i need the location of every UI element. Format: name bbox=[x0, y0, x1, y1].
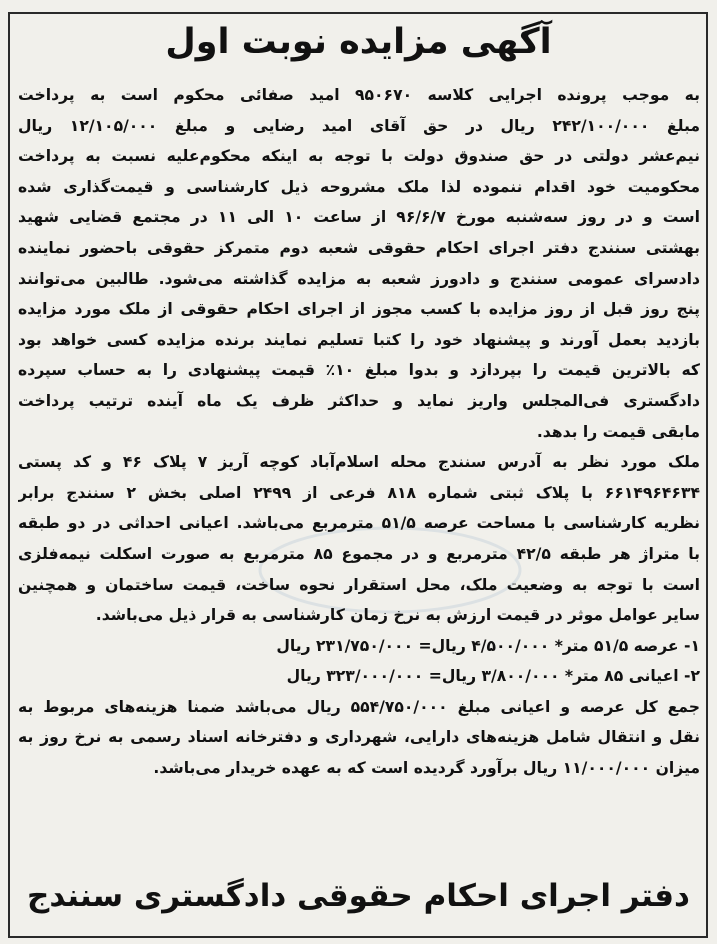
body-line: است با توجه به وضعیت ملک، محل استقرار نحوه ساخت، قیمت ساختمان و همچنین bbox=[18, 575, 700, 594]
notice-title: آگهی مزایده نوبت اول bbox=[165, 22, 552, 62]
body-line: نظریه کارشناسی با مساحت عرصه ۵۱/۵ مترمربع می‌باشد. اعیانی احداثی در دو طبقه bbox=[18, 514, 700, 533]
body-line: دادسرای عمومی سنندج و دادورز شعبه به مزایده گذاشته می‌شود. طالبین می‌توانند bbox=[18, 269, 700, 288]
body-line: سایر عوامل موثر در قیمت ارزش به نرخ زمان کارشناسی به قرار ذیل می‌باشد. bbox=[95, 606, 700, 625]
body-line: مبلغ ۲۴۲/۱۰۰/۰۰۰ ریال در حق آقای امید رضایی و مبلغ ۱۲/۱۰۵/۰۰۰ ریال bbox=[18, 116, 700, 135]
body-line: نیم‌عشر دولتی در حق صندوق دولت با توجه به اینکه محکوم‌علیه نسبت به پرداخت bbox=[18, 147, 700, 166]
notice-body bbox=[18, 80, 700, 784]
body-line: میزان ۱۱/۰۰۰/۰۰۰ ریال برآورد گردیده است که به عهده خریدار می‌باشد. bbox=[153, 759, 700, 778]
body-line: بازدید بعمل آورند و پیشنهاد خود را کتبا تسلیم نمایند برنده مزایده کسی خواهد بود bbox=[18, 330, 700, 349]
body-line: به موجب پرونده اجرایی کلاسه ۹۵۰۶۷۰ امید صفائی محکوم است به پرداخت bbox=[18, 86, 700, 104]
valuation-line-land: ۱- عرصه ۵۱/۵ متر* ۴/۵۰۰/۰۰۰ ریال= ۲۳۱/۷۵۰/۰۰۰ ریال bbox=[276, 636, 700, 655]
body-line: نقل و انتقال شامل هزینه‌های دارایی، شهرداری و دفترخانه اسناد رسمی به نرخ روز به bbox=[18, 728, 700, 747]
body-line: با متراژ هر طبقه ۴۲/۵ مترمربع و در مجموع ۸۵ مترمربع به صورت اسکلت نیمه‌فلزی bbox=[18, 544, 700, 563]
body-line: ملک مورد نظر به آدرس سنندج محله اسلام‌آباد کوچه آریز ۷ پلاک ۴۶ و کد پستی bbox=[18, 453, 700, 472]
body-line: بهشتی سنندج دفتر اجرای احکام حقوقی شعبه دوم متمرکز حقوقی باحضور نماینده bbox=[18, 238, 700, 257]
body-line: که بالاترین قیمت را بپردازد و بدوا مبلغ ۱۰٪ قیمت پیشنهادی را به حساب سپرده bbox=[18, 361, 700, 380]
body-line: محکومیت خود اقدام ننموده لذا ملک مشروحه ذیل کارشناسی و قیمت‌گذاری شده bbox=[18, 177, 700, 196]
body-line: دادگستری فی‌المجلس واریز نماید و حداکثر ظرف یک ماه آینده ترتیب پرداخت bbox=[18, 391, 700, 410]
body-line: پنج روز قبل از روز مزایده با کسب مجوز از اجرای احکام حقوقی از ملک مورد مزایده bbox=[18, 300, 700, 319]
body-line: ۶۶۱۴۹۶۴۶۳۴ با پلاک ثبتی شماره ۸۱۸ فرعی از ۲۴۹۹ اصلی بخش ۲ سنندج برابر bbox=[18, 483, 700, 502]
body-line: جمع کل عرصه و اعیانی مبلغ ۵۵۴/۷۵۰/۰۰۰ ریال می‌باشد ضمنا هزینه‌های مربوط به bbox=[18, 697, 700, 716]
issuer-signature: دفتر اجرای احکام حقوقی دادگستری سنندج bbox=[27, 878, 690, 914]
body-line: مابقی قیمت را بدهد. bbox=[536, 422, 700, 441]
valuation-line-building: ۲- اعیانی ۸۵ متر* ۳/۸۰۰/۰۰۰ ریال= ۳۲۳/۰۰۰/۰۰۰ ریال bbox=[286, 667, 700, 686]
body-line: است و در روز سه‌شنبه مورخ ۹۶/۶/۷ از ساعت ۱۰ الی ۱۱ در مجتمع قضایی شهید bbox=[18, 208, 700, 227]
